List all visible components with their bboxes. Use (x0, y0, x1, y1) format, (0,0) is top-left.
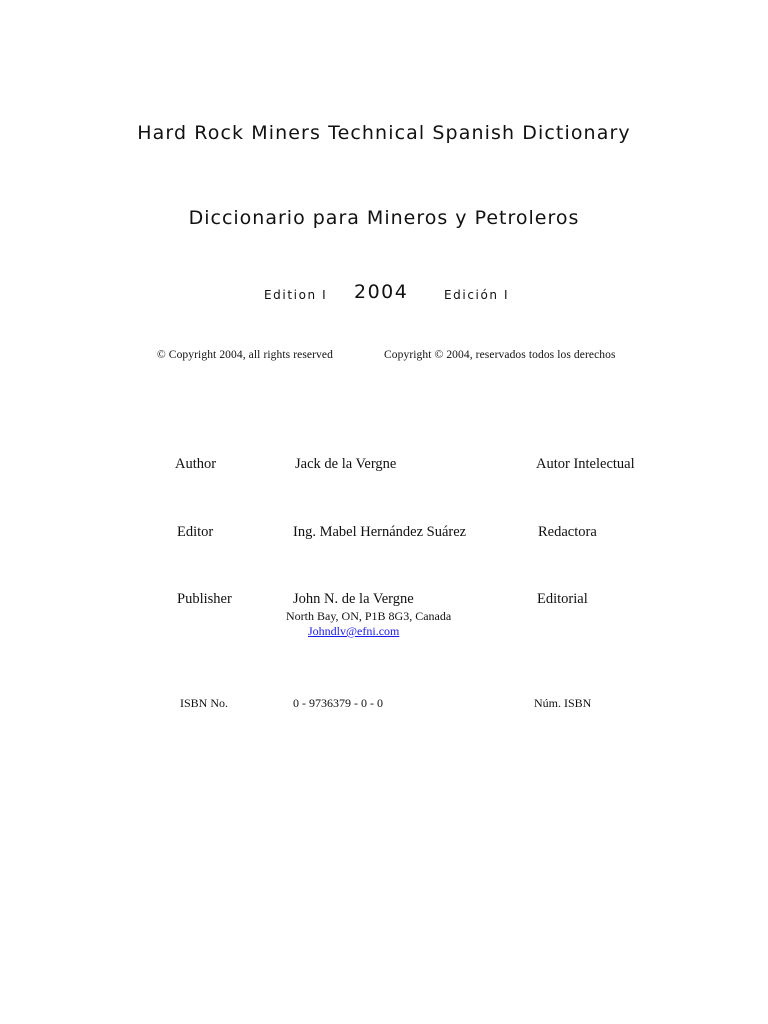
document-subtitle: Diccionario para Mineros y Petroleros (188, 207, 580, 229)
edition-label-en: Edition I (264, 288, 328, 302)
isbn-number: 0 - 9736379 - 0 - 0 (293, 696, 383, 710)
editor-label-es: Redactora (538, 524, 597, 540)
edition-year: 2004 (354, 281, 409, 303)
document-title: Hard Rock Miners Technical Spanish Dictionary (137, 122, 631, 144)
copyright-notice-en: © Copyright 2004, all rights reserved (157, 349, 333, 361)
editor-label-en: Editor (177, 524, 214, 540)
isbn-label-en: ISBN No. (180, 696, 229, 710)
publisher-label-es: Editorial (537, 591, 588, 607)
isbn-label-es: Núm. ISBN (534, 696, 592, 710)
publisher-email-link[interactable]: Johndlv@efni.com (308, 624, 400, 638)
author-label-en: Author (175, 456, 217, 472)
publisher-address: North Bay, ON, P1B 8G3, Canada (286, 609, 452, 623)
author-name: Jack de la Vergne (295, 456, 397, 472)
publisher-label-en: Publisher (177, 591, 232, 607)
edition-label-es: Edición I (444, 288, 510, 302)
copyright-notice-es: Copyright © 2004, reservados todos los derechos (384, 349, 616, 361)
editor-name: Ing. Mabel Hernández Suárez (293, 524, 467, 540)
publisher-name: John N. de la Vergne (293, 591, 414, 607)
author-label-es: Autor Intelectual (536, 456, 635, 472)
